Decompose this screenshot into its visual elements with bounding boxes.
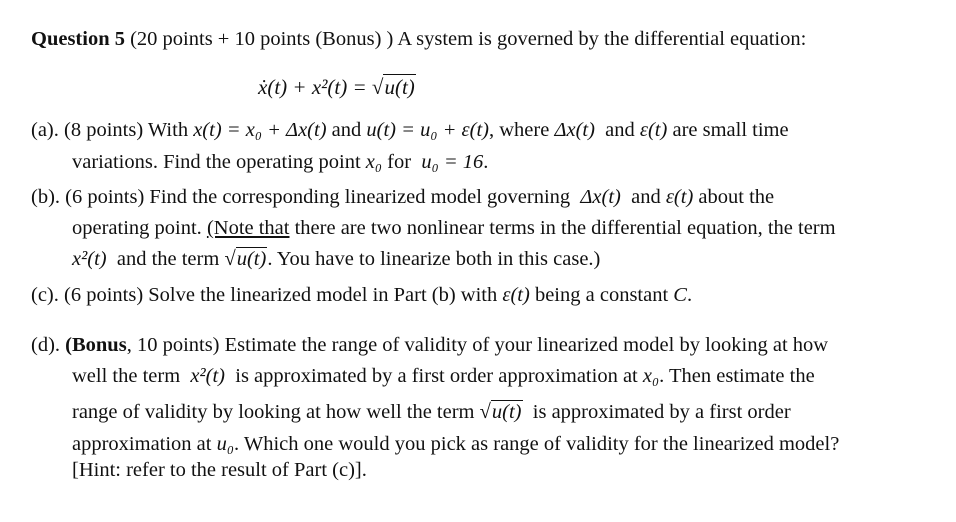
part-c-line: (c). (6 points) Solve the linearized model in Part (b) with ε(t) being a constant C. [31,284,693,306]
governing-equation [258,75,416,100]
part-a-line2: variations. Find the operating point x₀ for u₀ = 16. [72,151,489,173]
part-b-line2: operating point. (Note that there are two nonlinear terms in the differential equation, the term [72,217,836,239]
part-a-line1: (a). (8 points) With x(t) = x₀ + Δx(t) and u(t) = u₀ + ε(t), where Δx(t) and ε(t) are small time [31,119,789,141]
note-label: (Note that [206,217,290,239]
bonus-label: (Bonus [65,334,127,356]
question-number: Question 5 [31,28,125,50]
part-d-line1: (d). (Bonus, 10 points) Estimate the range of validity of your linearized model by looking at how [31,334,829,356]
question-intro: (20 points + 10 points (Bonus) ) A system is governed by the differential equation: [130,28,807,50]
part-b-line3: x²(t) and the term √u(t). You have to linearize both in this case.) [72,248,601,270]
equation-sqrt: √u(t) [371,75,415,99]
equation-lhs: ẋ(t) + x²(t) = [258,75,367,99]
part-d-line3: range of validity by looking at how well the term √u(t) is approximated by a first order [72,401,791,423]
sqrt-term: √u(t) [224,248,267,270]
part-d-line5: [Hint: refer to the result of Part (c)]. [72,459,367,481]
question-header [31,27,806,51]
part-d-line2: well the term x²(t) is approximated by a first order approximation at x₀. Then estimate the [72,365,815,387]
sqrt-term-2: √u(t) [479,401,522,423]
part-d-line4: approximation at u₀. Which one would you pick as range of validity for the linearized model? [72,433,840,455]
part-b-line1: (b). (6 points) Find the corresponding linearized model governing Δx(t) and ε(t) about the [31,186,775,208]
